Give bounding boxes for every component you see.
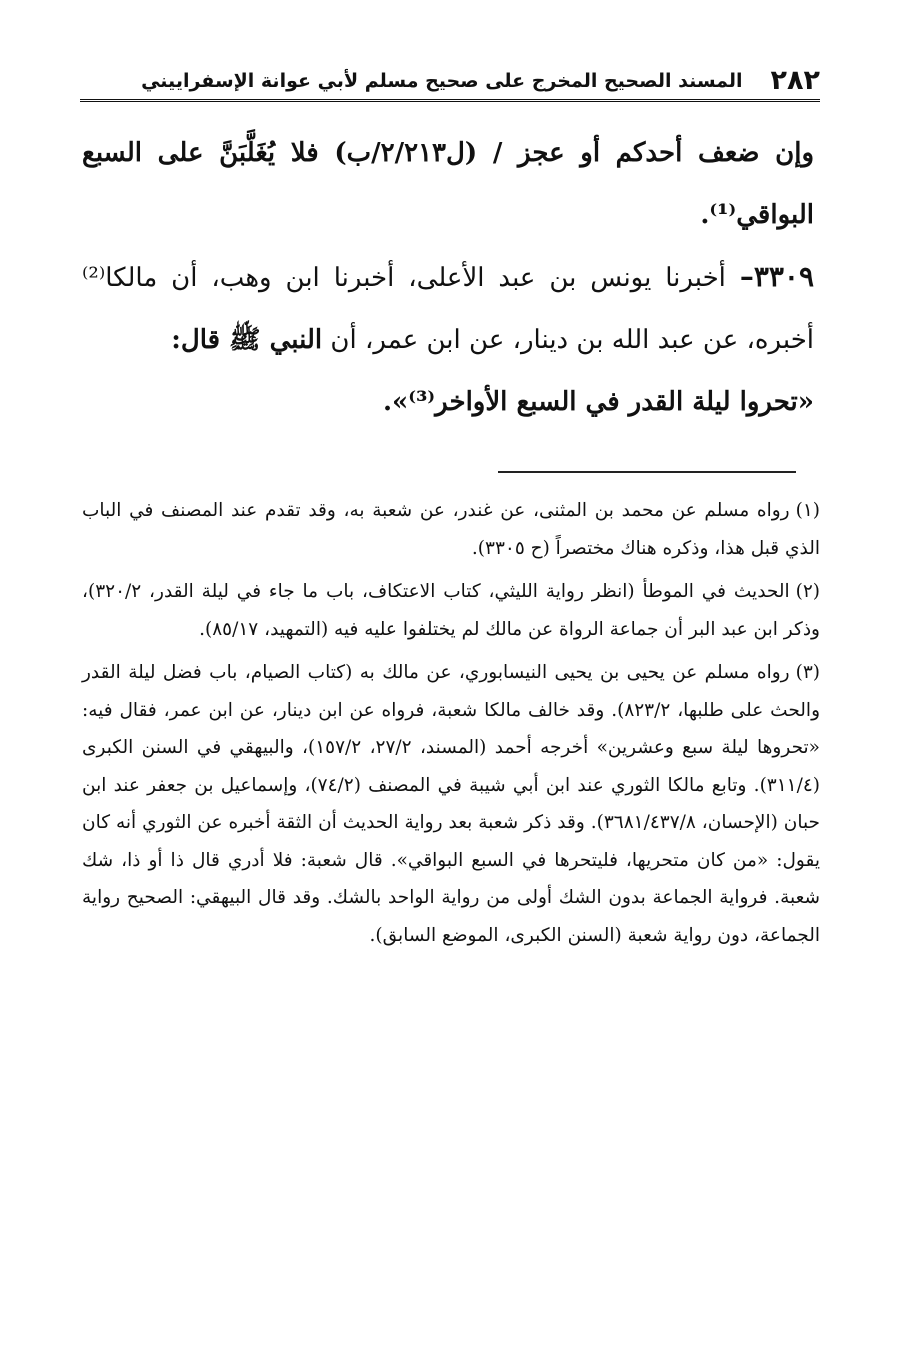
footnotes: [82, 492, 820, 960]
footnote-2: [82, 573, 820, 648]
footnote-separator: [498, 471, 796, 473]
footnote-1: [82, 492, 820, 567]
footnote-text: رواه مسلم عن محمد بن المثنى، عن غندر، عن شعبة به، وقد تقدم عند المصنف في الباب الذي قبل هذا، وذكره هناك مختصراً (ح ٣٣٠٥).: [82, 500, 820, 559]
page-number: ٢٨٢: [770, 65, 820, 96]
footnote-text: الحديث في الموطأ (انظر رواية الليثي، كتاب الاعتكاف، باب ما جاء في ليلة القدر، ٣٢٠/٢)، وذكر ابن عبد البر أن جماعة الرواة عن مالك لم يختلفوا عليه فيه (التمهيد، ٨٥/١٧).: [82, 581, 820, 640]
running-header: [80, 62, 820, 102]
hadith-matn: «تحروا ليلة القدر في السبع الأواخر⁽³⁾».: [382, 387, 814, 417]
footnote-number: (٣): [795, 662, 820, 683]
footnote-number: (٢): [795, 581, 820, 602]
hadith-isnad: أخبرنا يونس بن عبد الأعلى، أخبرنا ابن وهب، أن مالكا⁽²⁾ أخبره، عن عبد الله بن دينار، عن ابن عمر، أن: [82, 263, 814, 355]
footnote-3: [82, 654, 820, 954]
hadith-paragraph: [82, 246, 814, 371]
main-text: [82, 122, 814, 433]
paragraph-continuation: وإن ضعف أحدكم أو عجز / (ل٢/٢١٣/ب) فلا يُغَلَّبَنَّ على السبع البواقي⁽¹⁾.: [82, 138, 815, 230]
hadith-number: ٣٣٠٩–: [739, 260, 814, 293]
running-title: المسند الصحيح المخرج على صحيح مسلم لأبي عوانة الإسفراييني: [141, 69, 743, 92]
footnote-text: رواه مسلم عن يحيى بن يحيى النيسابوري، عن مالك به (كتاب الصيام، باب فضل ليلة القدر والحث على طلبها، ٨٢٣/٢). وقد خالف مالكا شعبة، فرواه عن ابن دينار، عن ابن عمر، فقال فيه: «تحروها ليلة سبع وعشرين» أخرجه أحمد (المسند، ٢٧/٢، ١٥٧/٢)، والبيهقي في السنن الكبرى (٣١١/٤). وتابع مالكا الثوري عند ابن أبي شيبة في المصنف (٧٤/٢)، وإسماعيل بن جعفر عند ابن حبان (الإحسان، ٣٦٨١/٤٣٧/٨). وقد ذكر شعبة بعد رواية الحديث أن الثقة أخبره عن الثوري أنه كان يقول: «من كان متحريها، فليتحرها في السبع البواقي». قال شعبة: فلا أدري قال ذا أو ذا، شك شعبة. فرواية الجماعة بدون الشك أولى من رواية الواحد بالشك. وقد قال البيهقي: الصحيح رواية الجماعة، دون رواية شعبة (السنن الكبرى، الموضع السابق).: [82, 662, 820, 946]
hadith-attribution: النبي ﷺ قال:: [171, 325, 323, 355]
footnote-number: (١): [795, 500, 820, 521]
